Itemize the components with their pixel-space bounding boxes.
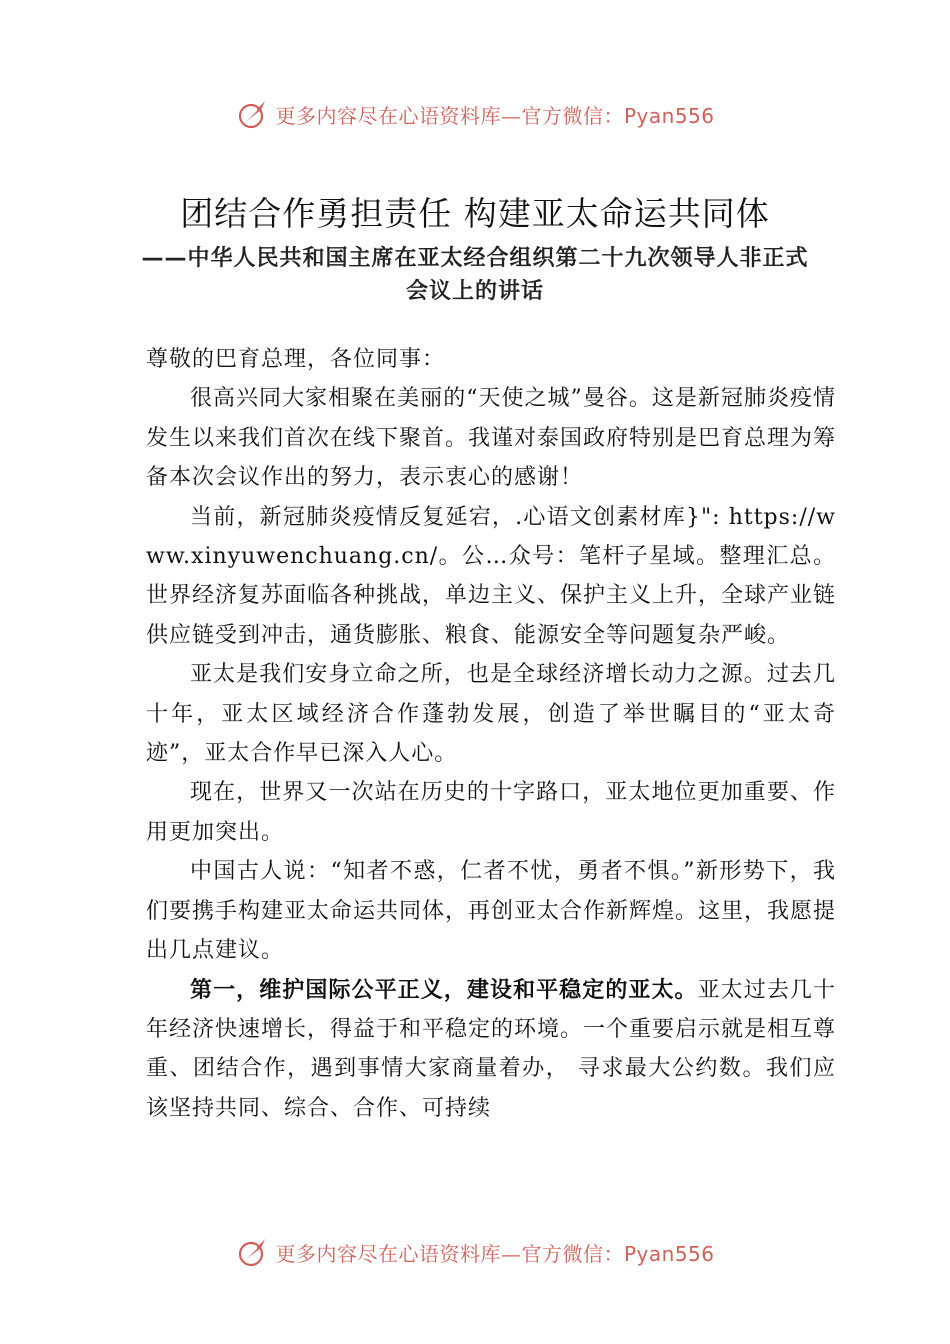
salutation: 尊敬的巴育总理，各位同事：: [146, 347, 446, 372]
page-title: 团结合作勇担责任 构建亚太命运共同体: [180, 194, 770, 233]
paragraph-4: 现在，世界又一次站在历史的十字路口，亚太地位更加重要、作用更加突出。: [146, 780, 836, 845]
paragraph-point-1: [146, 971, 836, 1129]
quill-logo-icon: [235, 1234, 271, 1270]
paragraph-2: 当前，新冠肺炎疫情反复延宕，.心语文创素材库}": https://www.xinyuwenchuang.cn/。公…众号：笔杆子星域。整理汇总。世界经济复苏面临各种挑战，单边主义、保护主义上升，全球产业链供应链受到冲击，通货膨胀、粮食、能源安全等问题复杂严峻。: [146, 504, 837, 648]
footer-banner: [0, 1232, 950, 1272]
point-1-text: 亚太过去几十年经济快速增长，得益于和平稳定的环境。一个重要启示就是相互尊重、团结合作，遇到事情大家商量着办， 寻求最大公约数。我们应该坚持共同、综合、合作、可持续: [146, 977, 837, 1121]
point-1-lead: 第一，维护国际公平正义，建设和平稳定的亚太。: [190, 977, 698, 1003]
paragraph-5: 中国古人说：“知者不惑，仁者不忧，勇者不惧。”新形势下，我们要携手构建亚太命运共同体，再创亚太合作新辉煌。这里，我愿提出几点建议。: [146, 859, 837, 964]
paragraph-1: 很高兴同大家相聚在美丽的“天使之城”曼谷。这是新冠肺炎疫情发生以来我们首次在线下聚首。我谨对泰国政府特别是巴育总理为筹备本次会议作出的努力，表示衷心的感谢！: [146, 386, 837, 491]
header-banner: [0, 94, 950, 134]
banner-text: 更多内容尽在心语资料库—官方微信：Pyan556: [275, 103, 715, 128]
banner-text: 更多内容尽在心语资料库—官方微信：Pyan556: [275, 1241, 715, 1266]
page-subtitle: ——中华人民共和国主席在亚太经合组织第二十九次领导人非正式会议上的讲话: [141, 246, 809, 304]
quill-logo-icon: [235, 96, 271, 132]
document-body: [146, 340, 836, 1128]
paragraph-3: 亚太是我们安身立命之所，也是全球经济增长动力之源。过去几十年，亚太区域经济合作蓬勃发展，创造了举世瞩目的“亚太奇迹”，亚太合作早已深入人心。: [146, 662, 836, 767]
